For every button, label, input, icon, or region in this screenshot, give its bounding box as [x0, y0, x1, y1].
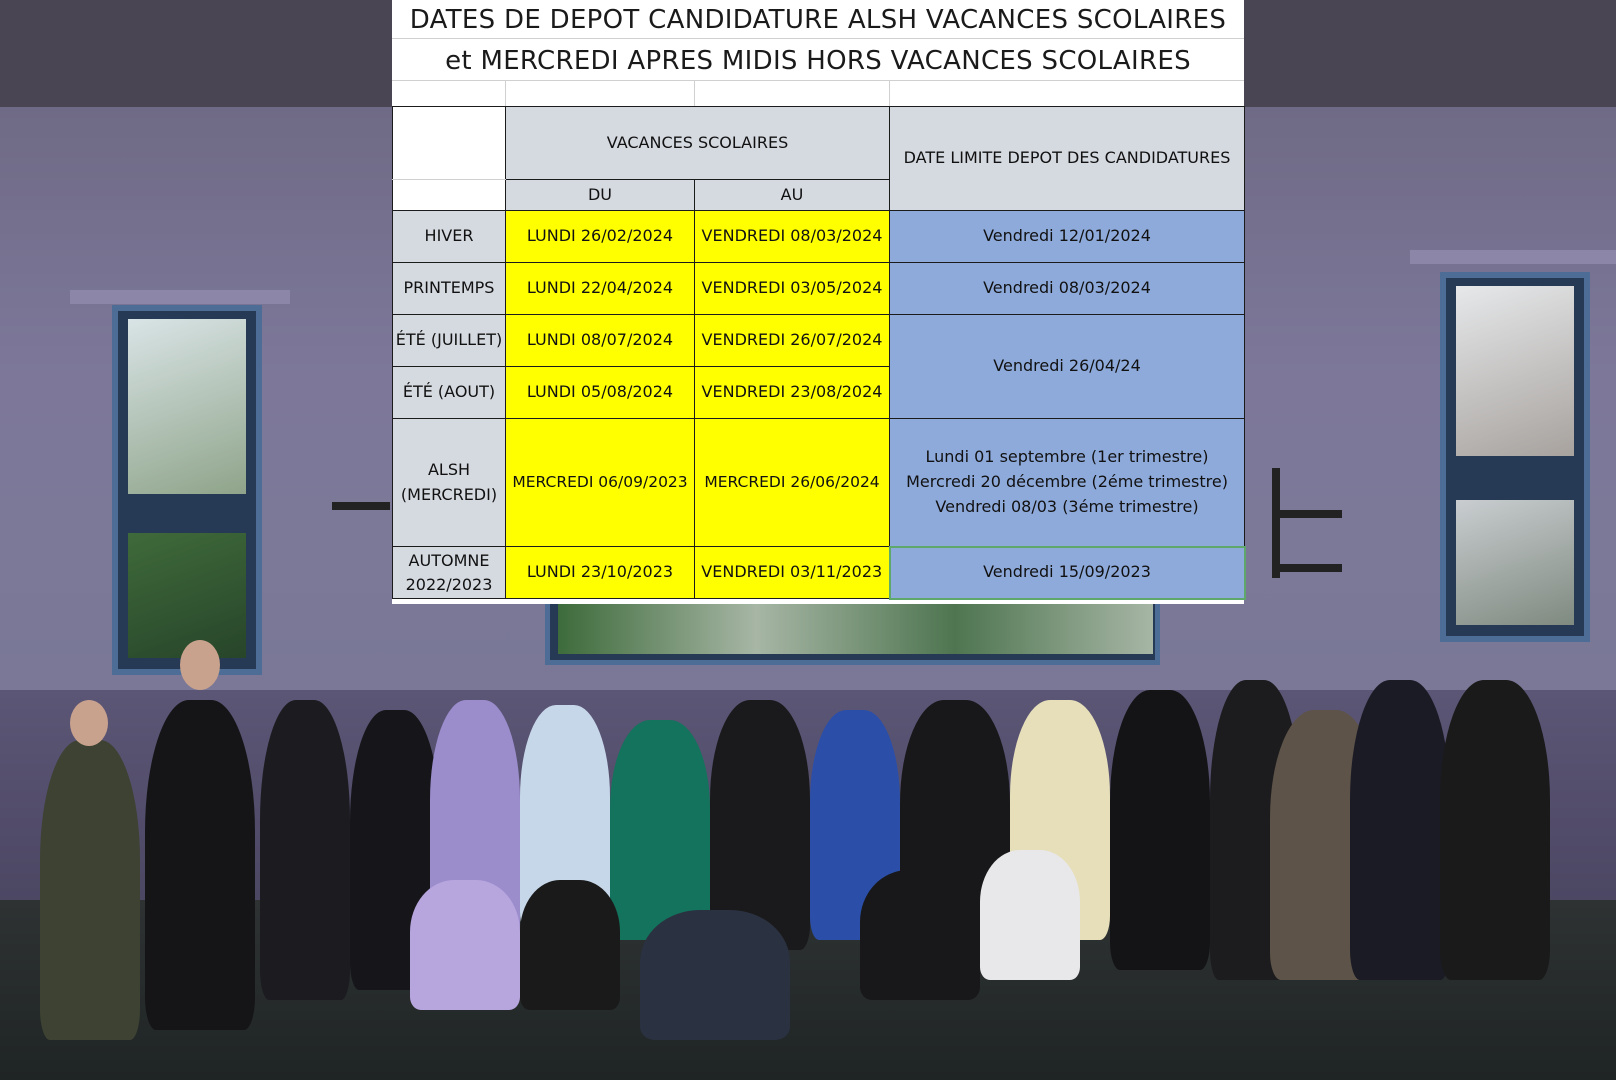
schedule-table: [392, 106, 1246, 600]
group-of-people: [30, 640, 1570, 1060]
date-au: MERCREDI 26/06/2024: [695, 419, 890, 547]
date-du: LUNDI 26/02/2024: [506, 211, 695, 263]
date-du: LUNDI 23/10/2023: [506, 547, 695, 599]
date-limite: Vendredi 12/01/2024: [890, 211, 1245, 263]
date-au: VENDREDI 26/07/2024: [695, 315, 890, 367]
period-label: [393, 419, 506, 547]
window-sill-left: [70, 290, 290, 304]
header-empty-cell: [393, 180, 506, 211]
date-au: VENDREDI 03/11/2023: [695, 547, 890, 599]
date-du: LUNDI 22/04/2024: [506, 263, 695, 315]
period-label-line: (MERCREDI): [400, 484, 498, 504]
date-au: VENDREDI 23/08/2024: [695, 367, 890, 419]
table-row: [393, 547, 1245, 599]
table-row: [393, 263, 1245, 315]
date-limite-line: Lundi 01 septembre (1er trimestre): [925, 447, 1209, 467]
date-limite: Vendredi 26/04/24: [890, 315, 1245, 419]
header-vacances-scolaires: VACANCES SCOLAIRES: [506, 107, 890, 180]
date-du: LUNDI 05/08/2024: [506, 367, 695, 419]
sheet-gridline: [694, 80, 695, 106]
date-du: LUNDI 08/07/2024: [506, 315, 695, 367]
header-date-limite: DATE LIMITE DEPOT DES CANDIDATURES: [890, 107, 1245, 211]
sheet-gridline: [392, 80, 1244, 81]
date-limite: Vendredi 15/09/2023: [890, 547, 1245, 599]
header-du: DU: [506, 180, 695, 211]
table-row: [393, 419, 1245, 547]
window-left: [112, 305, 262, 675]
header-empty-cell: [393, 107, 506, 180]
schedule-poster: [392, 0, 1244, 604]
sheet-gridline: [889, 80, 890, 106]
period-label-line: 2022/2023: [405, 574, 493, 594]
poster-title-line2: et MERCREDI APRES MIDIS HORS VACANCES SCOLAIRES: [445, 46, 1191, 76]
table-row: [393, 211, 1245, 263]
poster-title-line1: DATES DE DEPOT CANDIDATURE ALSH VACANCES SCOLAIRES: [409, 5, 1227, 35]
date-au: VENDREDI 03/05/2024: [695, 263, 890, 315]
date-limite: [890, 419, 1245, 547]
date-limite-line: Mercredi 20 décembre (2éme trimestre): [906, 471, 1228, 491]
window-right: [1440, 272, 1590, 642]
period-label: HIVER: [393, 211, 506, 263]
period-label: PRINTEMPS: [393, 263, 506, 315]
period-label: ÉTÉ (JUILLET): [393, 315, 506, 367]
wall-bracket-right: [1272, 468, 1280, 578]
table-row: [393, 315, 1245, 367]
date-du: MERCREDI 06/09/2023: [506, 419, 695, 547]
sheet-gridline: [505, 80, 506, 106]
sheet-gridline: [392, 38, 1244, 39]
period-label-line: AUTOMNE: [408, 551, 490, 571]
date-limite: Vendredi 08/03/2024: [890, 263, 1245, 315]
header-au: AU: [695, 180, 890, 211]
date-limite-line: Vendredi 08/03 (3éme trimestre): [935, 496, 1199, 516]
period-label: ÉTÉ (AOUT): [393, 367, 506, 419]
date-au: VENDREDI 08/03/2024: [695, 211, 890, 263]
period-label-line: ALSH: [427, 459, 471, 479]
period-label: [393, 547, 506, 599]
wall-bracket-left: [332, 502, 390, 510]
window-sill-right: [1410, 250, 1616, 264]
